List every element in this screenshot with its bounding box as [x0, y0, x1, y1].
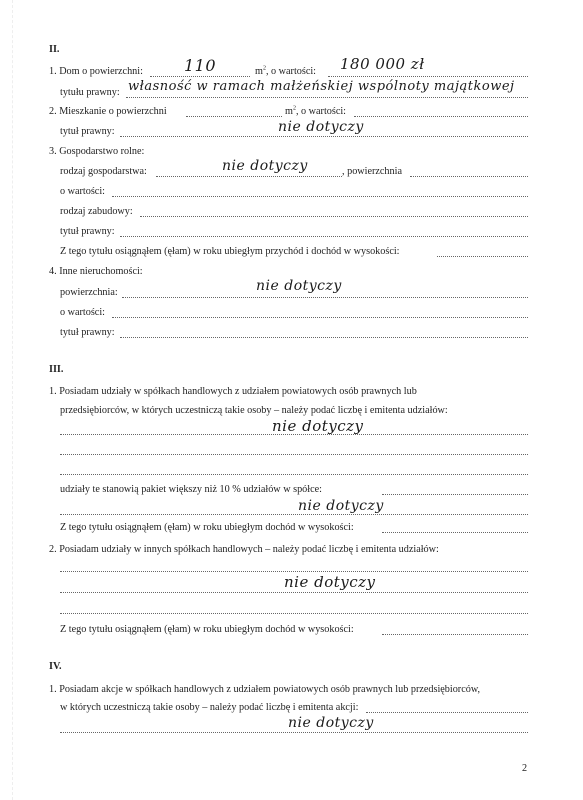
- house-title-label: tytułu prawny:: [60, 87, 120, 98]
- shares-income-label: Z tego tytułu osiągnąłem (ęłam) w roku ubiegłym dochód w wysokości:: [60, 522, 354, 533]
- farm-area-line: [410, 176, 528, 177]
- section-3-heading: III.: [49, 364, 64, 375]
- other-shares-line-c: [60, 613, 528, 614]
- other-shares-income-line: [382, 634, 528, 635]
- apartment-title-line: [120, 136, 528, 137]
- other-value-label: o wartości:: [60, 307, 105, 318]
- farm-area-label: , powierzchnia: [342, 166, 402, 177]
- stocks-line-2: w których uczestniczą takie osoby – należy podać liczbę i emitenta akcji:: [60, 702, 359, 713]
- farm-building-label: rodzaj zabudowy:: [60, 206, 133, 217]
- farm-title-label: tytuł prawny:: [60, 226, 115, 237]
- other-shares-income-label: Z tego tytułu osiągnąłem (ęłam) w roku ubiegłym dochód w wysokości:: [60, 624, 354, 635]
- house-area-handwritten: 110: [184, 56, 217, 75]
- shares-stake-line: [382, 494, 528, 495]
- shares-stake-line-2: [60, 514, 528, 515]
- apartment-value-line: [354, 116, 528, 117]
- house-unit: $m^2$, o wartości:: [255, 65, 317, 77]
- farm-income-line: [437, 256, 528, 257]
- margin-guide: [12, 0, 13, 800]
- farm-income-label: Z tego tytułu osiągnąłem (ęłam) w roku ubiegłym przychód i dochód w wysokości:: [60, 246, 400, 257]
- house-value-handwritten: 180 000 zł: [340, 55, 425, 73]
- stocks-handwritten: nie dotyczy: [288, 715, 374, 731]
- apartment-label: 2. Mieszkanie o powierzchni: [49, 106, 167, 117]
- apartment-unit: $m^2$, o wartości:: [285, 105, 347, 117]
- other-area-line: [122, 297, 528, 298]
- stocks-line-1: 1. Posiadam akcje w spółkach handlowych z udziałem powiatowych osób prawnych lub przedsiębiorców,: [49, 684, 481, 695]
- farm-type-handwritten: nie dotyczy: [222, 158, 308, 174]
- section-2-heading: II.: [49, 44, 60, 55]
- other-value-line: [112, 317, 528, 318]
- house-title-line: [126, 97, 528, 98]
- stocks-line-a: [60, 732, 528, 733]
- stocks-line-end: [366, 712, 528, 713]
- page-number: 2: [522, 763, 528, 774]
- shares-income-line: [382, 532, 528, 533]
- other-shares-label: 2. Posiadam udziały w innych spółkach handlowych – należy podać liczbę i emitenta udziałów:: [49, 544, 439, 555]
- house-area-line: [150, 76, 250, 77]
- farm-type-label: rodzaj gospodarstwa:: [60, 166, 147, 177]
- apartment-title-label: tytuł prawny:: [60, 126, 115, 137]
- shares-stake-label: udziały te stanowią pakiet większy niż 10 % udziałów w spółce:: [60, 484, 322, 495]
- house-title-handwritten: własność w ramach małżeńskiej wspólnoty majątkowej: [128, 79, 515, 94]
- shares-stake-handwritten: nie dotyczy: [298, 498, 384, 514]
- other-shares-line-b: [60, 592, 528, 593]
- other-title-line: [120, 337, 528, 338]
- section-4-heading: IV.: [49, 661, 62, 672]
- other-shares-line-a: [60, 571, 528, 572]
- apartment-area-line: [186, 116, 282, 117]
- farm-value-label: o wartości:: [60, 186, 105, 197]
- other-property-label: 4. Inne nieruchomości:: [49, 266, 143, 277]
- shares-line-2: przedsiębiorców, w których uczestniczą takie osoby – należy podać liczbę i emitenta udziałów:: [60, 405, 448, 416]
- house-value-line: [328, 76, 528, 77]
- farm-value-line: [112, 196, 528, 197]
- other-shares-handwritten: nie dotyczy: [284, 573, 376, 591]
- shares-line-c: [60, 474, 528, 475]
- farm-type-line: [156, 176, 342, 177]
- shares-handwritten: nie dotyczy: [272, 417, 364, 435]
- farm-title-line: [120, 236, 528, 237]
- house-label: 1. Dom o powierzchni:: [49, 66, 143, 77]
- shares-line-b: [60, 454, 528, 455]
- other-area-handwritten: nie dotyczy: [256, 278, 342, 294]
- apartment-title-handwritten: nie dotyczy: [278, 119, 364, 135]
- other-area-label: powierzchnia:: [60, 287, 118, 298]
- farm-label: 3. Gospodarstwo rolne:: [49, 146, 145, 157]
- other-title-label: tytuł prawny:: [60, 327, 115, 338]
- farm-building-line: [140, 216, 528, 217]
- shares-line-1: 1. Posiadam udziały w spółkach handlowych z udziałem powiatowych osób prawnych lub: [49, 386, 417, 397]
